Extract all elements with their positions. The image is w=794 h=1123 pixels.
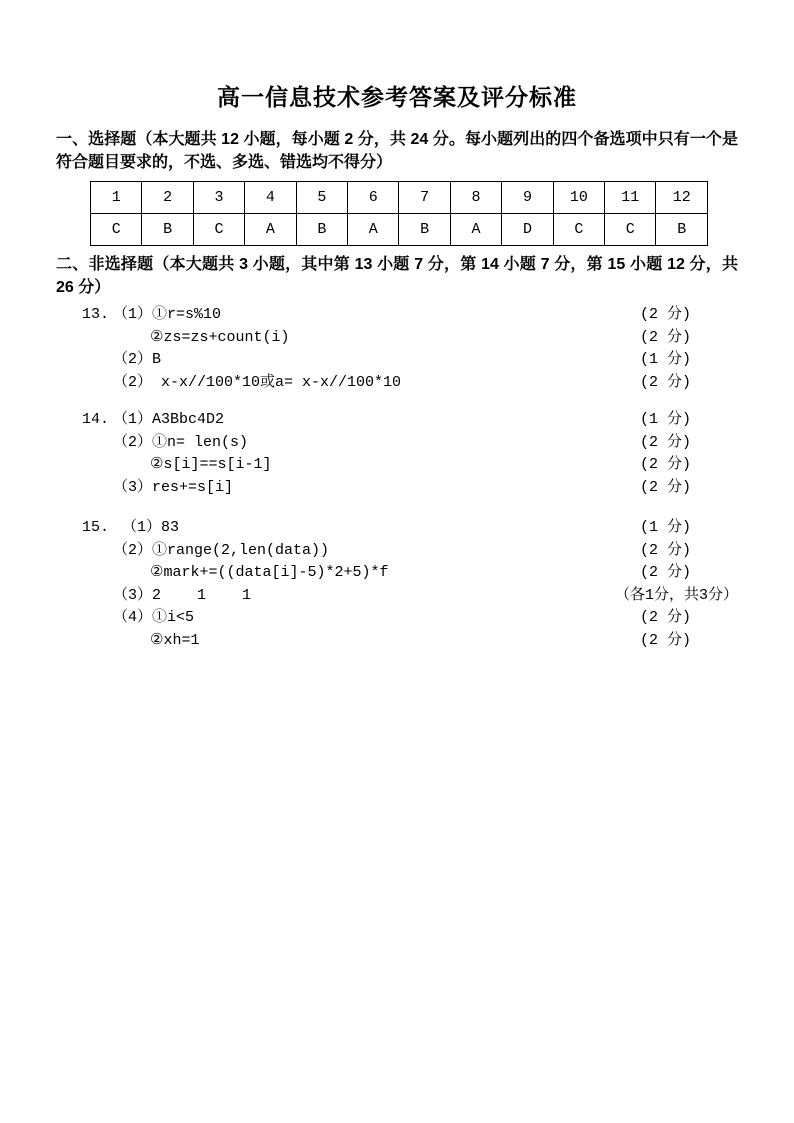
table-answer-cell: C [605,214,656,246]
score-label: (2 分) [640,306,692,323]
table-answer-cell: A [245,214,296,246]
table-number-cell: 8 [450,182,501,214]
table-number-cell: 1 [91,182,142,214]
question-15-answers [56,517,738,652]
score-label: (2 分) [640,609,692,626]
table-answer-cell: C [553,214,604,246]
answer-text: （4）①i<5 [113,609,195,626]
question-number: 13. [82,306,110,323]
table-answer-cell: B [656,214,708,246]
answer-line [82,585,738,608]
question-number: 15. [82,519,110,536]
score-label: (2 分) [640,433,692,451]
answer-line [82,540,738,563]
answer-line [82,304,738,327]
table-answer-cell: C [193,214,244,246]
answer-table [90,181,708,246]
answer-text: （1）A3Bbc4D2 [113,411,225,428]
answer-text: （2）①n= len(s) [113,433,249,451]
score-label: (2 分) [640,541,692,559]
table-number-cell: 3 [193,182,244,214]
score-label: （各1分，共3分） [614,586,738,604]
table-answer-cell: A [450,214,501,246]
section2-heading: 二、非选择题（本大题共 3 小题，其中第 13 小题 7 分，第 14 小题 7 分，第 15 小题 12 分，共 26 分） [56,256,738,296]
page-title: 高一信息技术参考答案及评分标准 [217,84,577,110]
table-number-cell: 5 [296,182,347,214]
answer-text: （2）B [113,351,162,368]
answer-line [82,607,738,630]
answer-table-answer-row [91,214,708,246]
table-number-cell: 11 [605,182,656,214]
answer-text: ②zs=zs+count(i) [150,328,290,346]
table-number-cell: 7 [399,182,450,214]
answer-line [82,454,738,477]
score-label: (1 分) [640,411,692,428]
score-label: (2 分) [640,564,692,581]
table-number-cell: 2 [142,182,193,214]
table-number-cell: 10 [553,182,604,214]
score-label: (2 分) [640,456,692,473]
answer-text: （3）res+=s[i] [113,478,234,496]
answer-table-number-row [91,182,708,214]
answer-text: ②mark+=((data[i]-5)*2+5)*f [150,564,389,581]
answer-line [82,349,738,372]
question-number: 14. [82,411,110,428]
score-label: (2 分) [640,328,692,346]
score-label: (2 分) [640,478,692,496]
table-answer-cell: C [91,214,142,246]
answer-text: （1）83 [113,519,180,536]
score-label: (1 分) [640,351,692,368]
answer-text: ②xh=1 [150,631,200,649]
table-number-cell: 6 [348,182,399,214]
answer-line [82,409,738,432]
answer-line [82,630,738,653]
answer-text: （2）①range(2,len(data)) [113,541,330,559]
section1-heading: 一、选择题（本大题共 12 小题，每小题 2 分，共 24 分。每小题列出的四个备选项中只有一个是符合题目要求的，不选、多选、错选均不得分） [56,131,738,171]
answer-line [82,327,738,350]
answer-text: （1）①r=s%10 [113,306,222,323]
answer-text: ②s[i]==s[i-1] [150,456,272,473]
table-answer-cell: A [348,214,399,246]
answer-text: （3）2 1 1 [113,586,252,604]
score-label: (1 分) [640,519,692,536]
score-label: (2 分) [640,373,692,391]
answer-text: （2） x-x//100*10或a= x-x//100*10 [113,373,402,391]
answer-line [82,477,738,500]
answer-line [82,562,738,585]
answer-line [82,517,738,540]
question-14-answers [56,409,738,499]
answer-line [82,372,738,395]
table-answer-cell: D [502,214,553,246]
question-13-answers [56,304,738,394]
table-answer-cell: B [399,214,450,246]
table-number-cell: 4 [245,182,296,214]
table-number-cell: 9 [502,182,553,214]
table-answer-cell: B [296,214,347,246]
table-answer-cell: B [142,214,193,246]
answer-line [82,432,738,455]
score-label: (2 分) [640,631,692,649]
table-number-cell: 12 [656,182,708,214]
